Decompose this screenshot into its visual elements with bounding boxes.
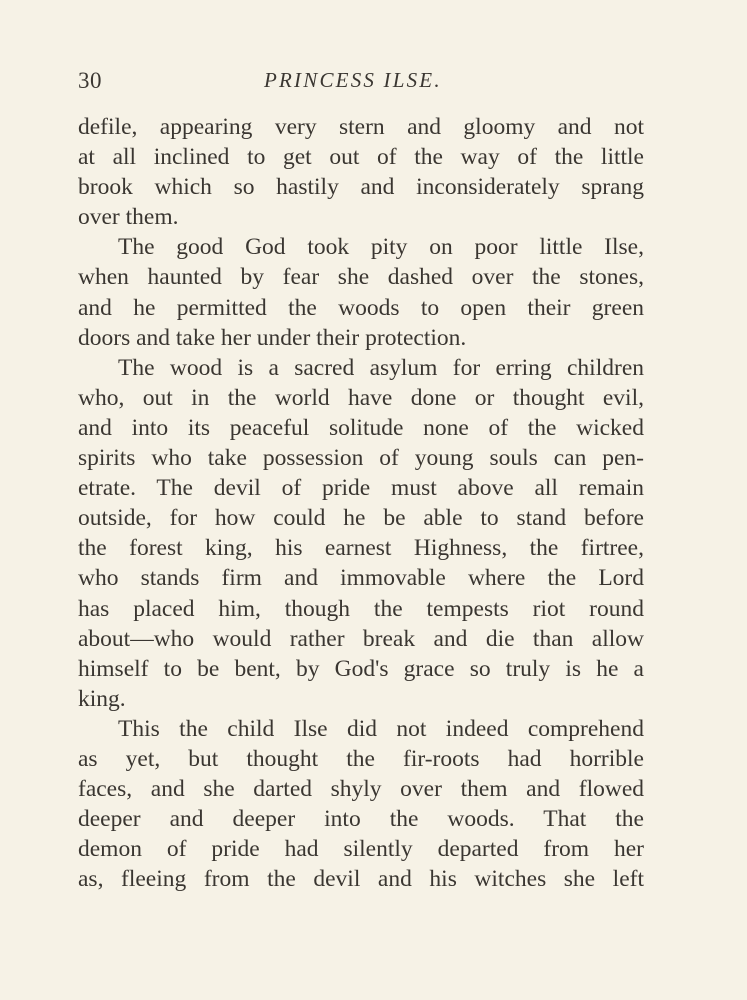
text-line: as yet, but thought the fir-roots had horrible <box>78 745 644 772</box>
text-line: outside, for how could he be able to stand before <box>78 505 644 532</box>
text-line: demon of pride had silently departed from her <box>78 836 644 863</box>
text-line: spirits who take possession of young souls can pen- <box>78 445 644 472</box>
text-line: and into its peaceful solitude none of the wicked <box>78 414 644 441</box>
text-line: This the child Ilse did not indeed comprehend <box>118 715 644 742</box>
text-line: deeper and deeper into the woods. That the <box>78 806 644 833</box>
page-number: 30 <box>78 68 102 93</box>
text-line: about—who would rather break and die than allow <box>78 625 644 652</box>
paragraph <box>78 232 644 352</box>
text-line: The wood is a sacred asylum for erring children <box>118 354 644 381</box>
text-line: when haunted by fear she dashed over the stones, <box>78 264 644 291</box>
text-line: king. <box>78 685 126 712</box>
text-line: defile, appearing very stern and gloomy and not <box>78 114 644 140</box>
text-line: doors and take her under their protection. <box>78 324 467 351</box>
text-line: and he permitted the woods to open their green <box>78 294 644 321</box>
paragraph <box>78 714 644 895</box>
text-line: faces, and she darted shyly over them and flowed <box>78 776 644 803</box>
text-line: brook which so hastily and inconsiderately sprang <box>78 174 644 201</box>
text-line: over them. <box>78 204 179 231</box>
paragraph <box>78 112 644 232</box>
text-line: has placed him, though the tempests riot round <box>78 595 644 622</box>
text-line: who, out in the world have done or thought evil, <box>78 384 644 411</box>
text-line: himself to be bent, by God's grace so truly is he a <box>78 655 644 682</box>
text-line: The good God took pity on poor little Ilse, <box>118 234 644 261</box>
body-text <box>78 112 644 894</box>
text-line: as, fleeing from the devil and his witches she left <box>78 866 644 893</box>
paragraph <box>78 353 644 714</box>
text-line: the forest king, his earnest Highness, the firtree, <box>78 535 644 562</box>
text-line: at all inclined to get out of the way of the little <box>78 144 644 171</box>
page-header <box>78 68 678 98</box>
text-line: who stands firm and immovable where the Lord <box>78 565 644 592</box>
text-line: etrate. The devil of pride must above all remain <box>78 475 644 502</box>
running-title: PRINCESS ILSE. <box>264 68 442 92</box>
